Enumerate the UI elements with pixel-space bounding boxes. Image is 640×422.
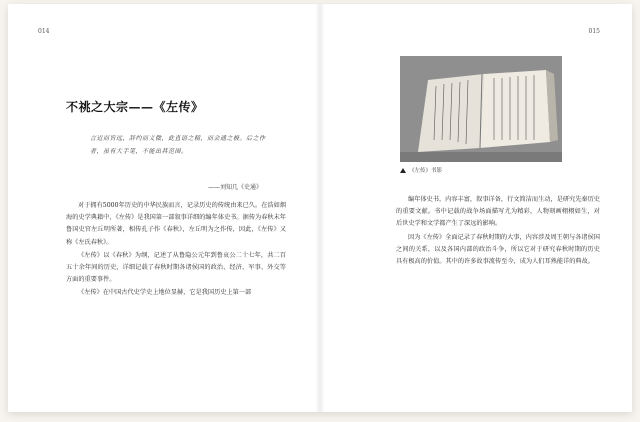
paragraph: 对于拥有5000年历史的中华民族而言，记录历史的传统由来已久。在浩如烟海的史学典籍中，《左传》是我国第一部叙事详细的编年体史书。据传为春秋末年鲁国史官左丘明所著，相传孔子作《春秋》，左丘明为之作传，因此，《左传》又称《左氏春秋》。: [66, 202, 286, 246]
photo-caption: [400, 166, 442, 174]
epigraph: 言近而旨远，辞约而义微，此直语之精，而会通之极。后之作者，虽有大手笔，不能出其范围。: [90, 135, 266, 155]
caption-text: 《左传》书影: [409, 168, 443, 174]
paragraph: 《左传》以《春秋》为纲，记述了从鲁隐公元年到鲁哀公二十七年，共二百五十余年间的历史，详细记载了春秋时期各诸侯国的政治、经济、军事、外交等方面的重要事件。: [66, 251, 286, 284]
book-spread: [8, 4, 632, 412]
left-page-number: 014: [38, 28, 50, 35]
paragraph: 因为《左传》全面记录了春秋时期的大事，内容涉及周王朝与各诸侯国之间的关系，以及各国内部的政治斗争，所以它对于研究春秋时期的历史具有极高的价值。其中的许多故事流传至今，成为人们耳熟能详的典故。: [396, 233, 600, 266]
right-page: [320, 4, 632, 412]
left-page: [8, 4, 320, 412]
right-body-text: [396, 194, 600, 269]
book-photo-icon: [400, 56, 562, 162]
ancient-book-photo: [400, 56, 562, 162]
epigraph-source: ——刘知几《史通》: [208, 184, 263, 191]
paragraph: 编年体史书，内容丰富，叙事详备，行文简洁而生动，是研究先秦历史的重要文献。书中记载的战争场面描写尤为精彩，人物刻画栩栩如生，对后世史学和文学都产生了深远的影响。: [396, 196, 600, 228]
chapter-title: 不祧之大宗——《左传》: [66, 100, 204, 114]
right-page-number: 015: [588, 28, 600, 35]
triangle-icon: [400, 168, 406, 173]
paragraph: 《左传》在中国古代史学史上地位显赫，它是我国历史上第一部: [78, 289, 252, 297]
left-body-text: [66, 200, 286, 301]
